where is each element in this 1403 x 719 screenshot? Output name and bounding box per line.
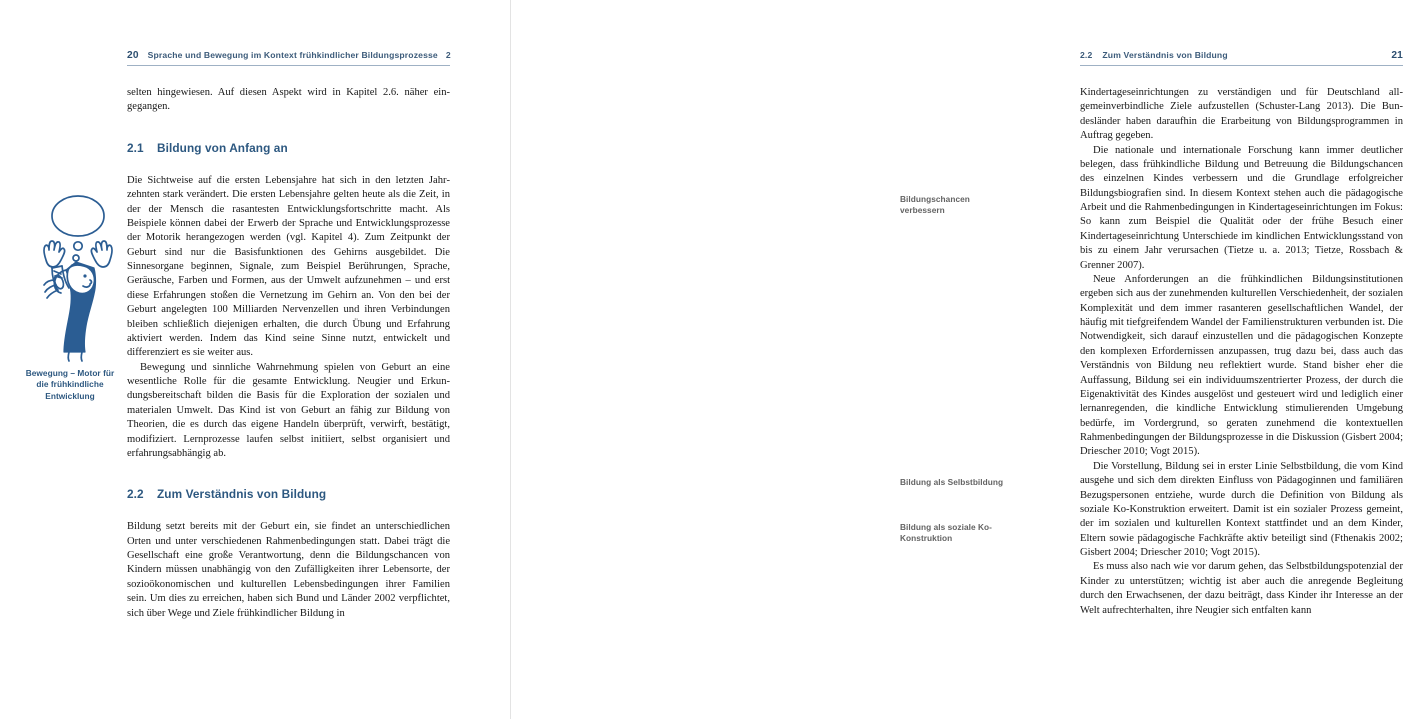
- spacer: [127, 501, 450, 520]
- paragraph: Kindertageseinrichtungen zu verständigen und für Deutschland allgemeinverbindliche Ziele aufzustellen (Schuster-Lang 2013). Die Bundesländer haben daraufhin die Erarbeitung von Bildungsprogrammen in Auftrag gegeben.: [1080, 87, 1403, 142]
- running-head-left: [127, 50, 450, 67]
- right-page: [510, 0, 1403, 719]
- section-heading-2-1: [127, 141, 450, 155]
- paragraph: Die nationale und internationale Forschung kann immer deutlicher belegen, dass frühkindliche Bildung und Betreuung die Bildungschancen des einzelnen Kindes verbessern und die Grundlage erfolgreicher Bildungsbiografien sind. In diesem Kontext stehen auch die pädagogische Arbeit und die Rahmenbedingungen in Kindertageseinrichtungen im Fokus: So kann zum Beispiel die Qualität oder der frühe Besuch einer Kindertageseinrichtung Unterschiede im kindlichen Entwicklungsstand von bis zu einem Jahr verursachen (Tietze u. a. 2013; Tietze, Rossbach & Grenner 2007).: [1080, 144, 1403, 271]
- margin-note-bildung-als-soziale-ko-konstruktion: Bildung als soziale Ko-Konstruktion: [900, 522, 992, 544]
- child-catching-ball-illustration: [32, 192, 124, 362]
- running-head-rule-right: [1080, 65, 1403, 66]
- running-head-rule-left: [127, 65, 450, 66]
- margin-note-bildungschancen-verbessern: Bildungschancen verbessern: [900, 194, 970, 216]
- section-number-2-2: 2.2: [127, 487, 144, 502]
- paragraph: Die Vorstellung, Bildung sei in erster Linie Selbstbildung, die vom Kind ausgehe und sich dem direkten Einfluss von Pädagoginnen und familiären Bezugspersonen entziehe, wurde durch die Definition von Bildung als soziale Ko-Konstruktion erweitert. Damit ist ein sozialer Prozess gemeint, der im sozialen und kulturellen Kontext stattfindet und an dem Kinder, Eltern sowie pädagogische Fachkräfte aktiv beteiligt sind (Fthenakis 2002; Gisbert 2004; Driescher 2010; Vogt 2015).: [1080, 460, 1403, 558]
- spacer: [127, 115, 450, 141]
- running-head-title-right: Zum Verständnis von Bildung: [1102, 50, 1228, 60]
- spacer: [127, 155, 450, 174]
- right-column-text: [1080, 86, 1403, 618]
- paragraph-continued: selten hingewiesen. Auf diesen Aspekt wird in Kapitel 2.6. näher eingegangen.: [127, 87, 450, 113]
- section-heading-2-2: [127, 487, 450, 501]
- section-title-2-2: Zum Verständnis von Bildung: [157, 487, 327, 502]
- paragraph: Bewegung und sinnliche Wahrnehmung spielen von Geburt an eine wesentliche Rolle für die gesamte Entwicklung. Neugier und Erkundungsbereitschaft bilden die Basis für die Exploration der sozialen und materialen Umwelt. Das Kind ist von Geburt an fähig zur Bildung von Theorien, die es durch das eigene Handeln überprüft, verwirft, bestätigt, modifiziert. Lernprozesse laufen selbst initiiert, selbst organisiert und erfahrungsabhängig ab.: [127, 361, 450, 459]
- margin-note-bewegung-motor: Bewegung – Motor für die frühkindliche Entwicklung: [25, 368, 115, 401]
- paragraph: Bildung setzt bereits mit der Geburt ein, sie findet an unterschiedlichen Orten und unter verschiedenen Rahmenbedingungen statt. Dabei trägt die Gesellschaft eine große Verantwortung, denn die Bildungschancen von Kindern müssen unabhängig von den Zufälligkeiten ihrer Lebensorte, der sozioökonomischen und kulturellen Lebensbedingungen ihrer Familien sein. Um dies zu erreichen, haben sich Bund und Länder 2002 verpflichtet, sich über Wege und Ziele frühkindlicher Bildung in: [127, 521, 450, 619]
- folio-right: 21: [1391, 50, 1403, 61]
- running-head-chapter-number: 2: [445, 50, 451, 60]
- left-page: [0, 0, 510, 719]
- folio-left: 20: [127, 50, 139, 61]
- running-head-title-left: Sprache und Bewegung im Kontext frühkindlicher Bildungsprozesse: [147, 50, 438, 60]
- section-title-2-1: Bildung von Anfang an: [157, 140, 288, 155]
- margin-note-bildung-als-selbstbildung: Bildung als Selbstbildung: [900, 477, 1004, 487]
- running-head-section-number: 2.2: [1080, 50, 1093, 60]
- paragraph: Es muss also nach wie vor darum gehen, das Selbstbildungspotenzial der Kinder zu unterstützen; wichtig ist aber auch die anregende Begleitung durch den Erwachsenen, der dazu beiträgt, dass Kinder ihr Interesse an der Welt aufrechterhalten, ihre Neugier sich entfalten kann: [1080, 561, 1403, 616]
- paragraph: Die Sichtweise auf die ersten Lebensjahre hat sich in den letzten Jahrzehnten stark verändert. Die ersten Lebensjahre gelten heute als die Zeit, in der der Mensch die rasantesten Entwicklungsfortschritte macht. Als Beispiele können dabei der Erwerb der Sprache und Entwicklungsprozesse der Motorik herangezogen werden (vgl. Kapitel 4). Zum Zeitpunkt der Geburt sind nur die Basisfunktionen des Gehirns ausgebildet. Die Sinnesorgane beginnen, Signale, zum Beispiel Berührungen, Sprache, Geräusche, Farben und Formen, aus der Umwelt aufzunehmen – und erst diese Erfahrungen stoßen die Vernetzung im Gehirn an. Von den bei der Geburt angelegten 100 Milliarden Nervenzellen und ihren Verbindungen bleiben schließlich diejenigen erhalten, die durch Übung und Erfahrung aktiviert werden. Indem das Kind seine Sinne nutzt, entwickelt und differenziert es sie weiter aus.: [127, 174, 450, 359]
- spacer: [127, 461, 450, 487]
- section-number-2-1: 2.1: [127, 140, 144, 155]
- paragraph: Neue Anforderungen an die frühkindlichen Bildungsinstitutionen ergeben sich aus der zunehmenden kulturellen Verschiedenheit, der sozialen Komplexität und dem immer rasanteren gesellschaftlichen Wandel, der häufig mit tiefgreifendem Wandel der Familienstrukturen verbunden ist. Die Notwendigkeit, sich darauf einzustellen und die pädagogischen Konzepte den komplexen Erfordernissen anzupassen, trug dazu bei, dass auch das Verständnis von Bildung neu reflektiert wurde. Stand bisher eher die Auffassung, Bildung sei ein individuumszentrierter Prozess, der durch die Eigenaktivität des Kindes ausgelöst und gesteuert wird und lediglich einer lernanregenden, die kindliche Entwicklung stimulierenden Umgebung bedürfe, im Vordergrund, so geraten zunehmend die kontextuellen Rahmenbedingungen der Bildungsprozesse in die Diskussion (Gisbert 2004; Driescher 2010; Vogt 2015).: [1080, 273, 1403, 458]
- left-column-text: [127, 86, 450, 621]
- running-head-right: [1080, 50, 1403, 67]
